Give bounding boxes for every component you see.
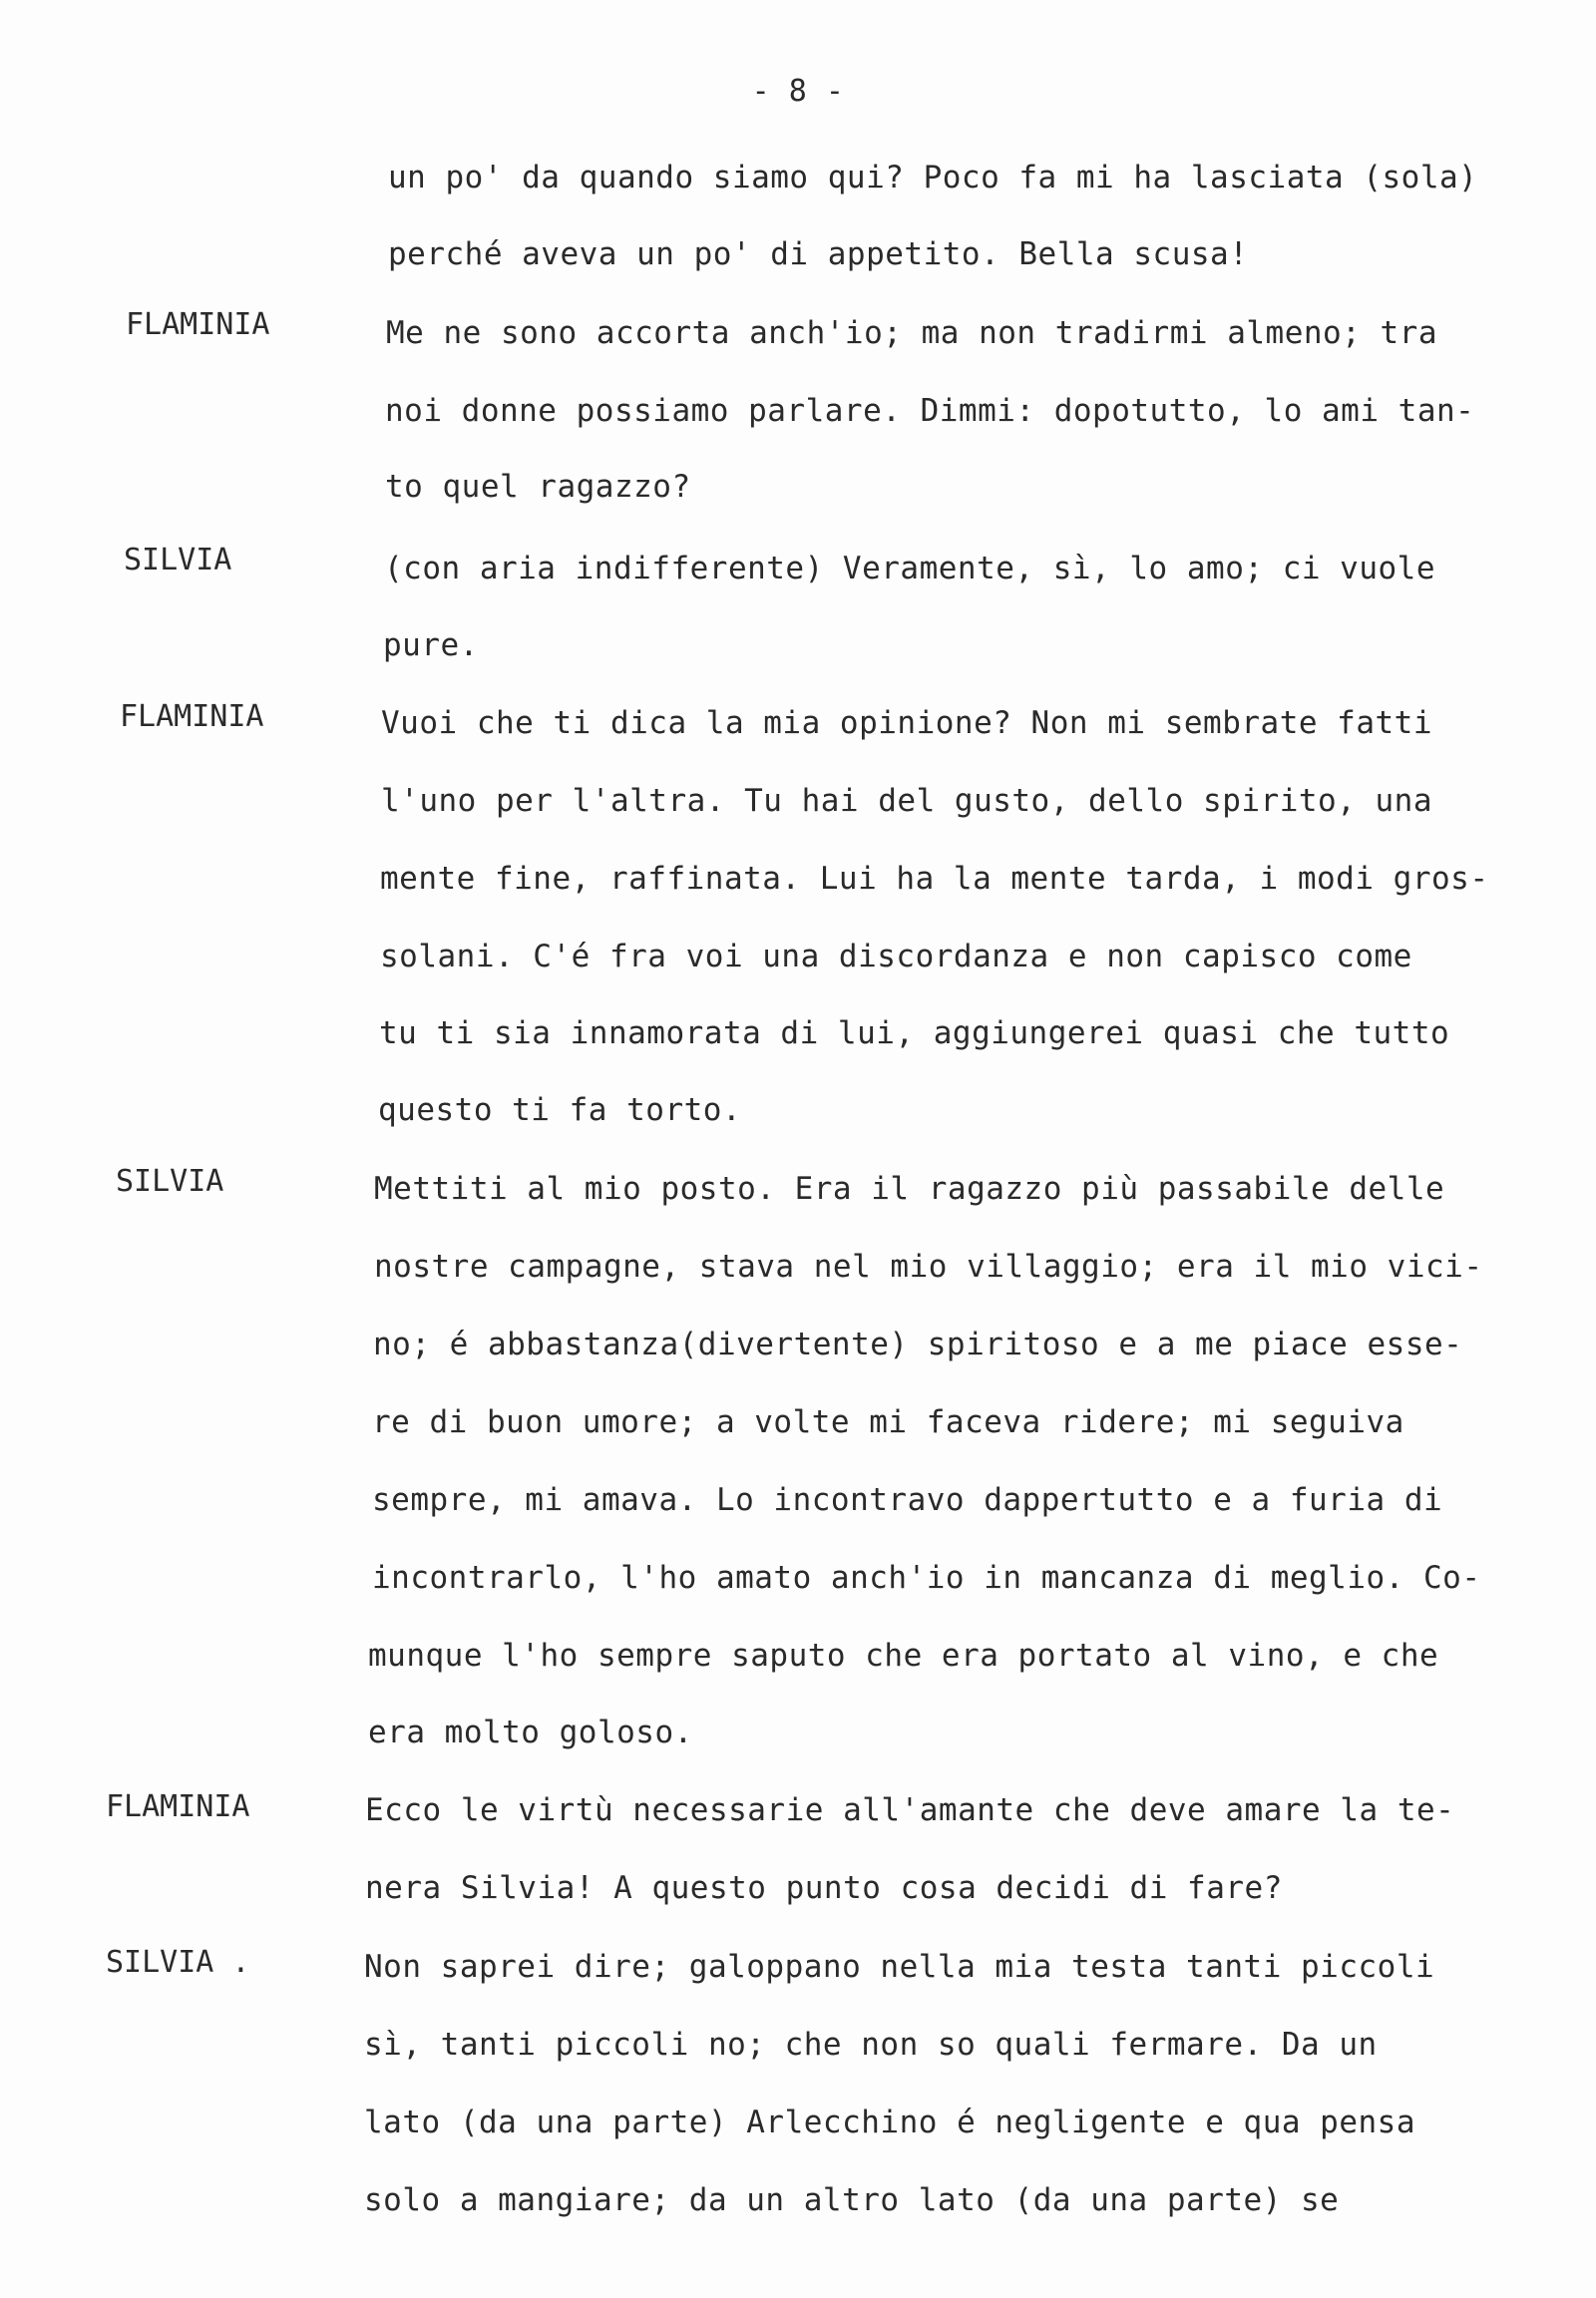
dialogue-line: (con aria indifferente) Veramente, sì, lo amo; ci vuole [384,551,1435,586]
dialogue-line: noi donne possiamo parlare. Dimmi: dopotutto, lo ami tan- [385,393,1475,429]
dialogue-line: Me ne sono accorta anch'io; ma non tradirmi almeno; tra [386,315,1437,351]
dialogue-line: sempre, mi amava. Lo incontravo dappertutto e a furia di [372,1482,1443,1518]
dialogue-line: nera Silvia! A questo punto cosa decidi di fare? [365,1870,1283,1906]
speaker-silvia-2: SILVIA [116,1164,224,1199]
page-number: - 8 - [751,74,845,109]
dialogue-line: sì, tanti piccoli no; che non so quali fermare. Da un [364,2027,1378,2063]
dialogue-line: lato (da una parte) Arlecchino é negligente e qua pensa [364,2105,1415,2140]
dialogue-line: un po' da quando siamo qui? Poco fa mi ha lasciata (sola) [388,160,1478,195]
dialogue-line: Ecco le virtù necessarie all'amante che deve amare la te- [365,1792,1455,1828]
dialogue-line: incontrarlo, l'ho amato anch'io in mancanza di meglio. Co- [372,1560,1481,1596]
speaker-flaminia-3: FLAMINIA [106,1789,250,1824]
dialogue-line: Non saprei dire; galoppano nella mia testa tanti piccoli [364,1949,1435,1985]
dialogue-line: perché aveva un po' di appetito. Bella scusa! [388,236,1249,272]
speaker-flaminia-2: FLAMINIA [120,699,264,734]
speaker-silvia-3: SILVIA . [106,1945,250,1980]
dialogue-line: to quel ragazzo? [385,469,691,505]
dialogue-line: solani. C'é fra voi una discordanza e non capisco come [380,939,1412,974]
dialogue-line: Vuoi che ti dica la mia opinione? Non mi sembrate fatti [381,705,1432,741]
dialogue-line: nostre campagne, stava nel mio villaggio; era il mio vici- [374,1249,1483,1285]
speaker-silvia-1: SILVIA [124,543,232,577]
dialogue-line: Mettiti al mio posto. Era il ragazzo più passabile delle [374,1171,1445,1207]
speaker-flaminia-1: FLAMINIA [126,307,270,342]
dialogue-line: re di buon umore; a volte mi faceva ridere; mi seguiva [372,1404,1404,1440]
dialogue-line: tu ti sia innamorata di lui, aggiungerei quasi che tutto [379,1015,1450,1051]
dialogue-line: era molto goloso. [368,1715,693,1750]
dialogue-line: l'uno per l'altra. Tu hai del gusto, dello spirito, una [381,783,1432,819]
dialogue-line: pure. [383,627,479,663]
dialogue-line: questo ti fa torto. [378,1092,742,1128]
dialogue-line: no; é abbastanza(divertente) spiritoso e a me piace esse- [373,1327,1463,1362]
dialogue-line: munque l'ho sempre saputo che era portato al vino, e che [368,1638,1439,1674]
dialogue-line: solo a mangiare; da un altro lato (da una parte) se [364,2182,1340,2218]
dialogue-line: mente fine, raffinata. Lui ha la mente tarda, i modi gros- [380,861,1489,897]
